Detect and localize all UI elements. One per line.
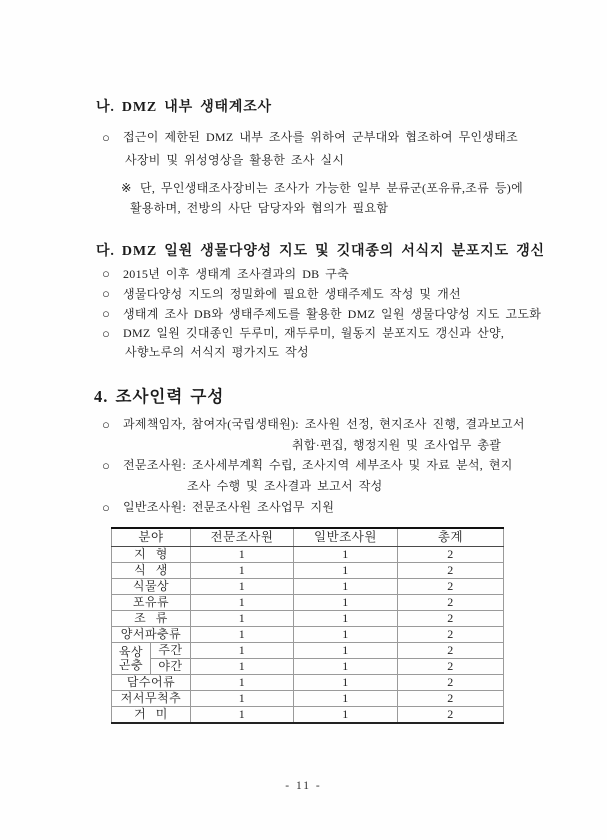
table-cell: 2	[398, 691, 504, 707]
table-cell: 1	[191, 675, 294, 691]
table-row	[112, 595, 504, 611]
table-header-cell: 전문조사원	[191, 528, 294, 547]
table-cell: 1	[191, 579, 294, 595]
bullet-circle-marker: ○	[102, 326, 110, 341]
table-row	[112, 627, 504, 643]
table-header-cell: 일반조사원	[294, 528, 398, 547]
table-cell-label: 담수어류	[112, 675, 191, 691]
bullet-circle-marker: ○	[102, 500, 110, 515]
table-row	[112, 547, 504, 563]
bullet-line: 조사 수행 및 조사결과 보고서 작성	[187, 479, 383, 493]
table-cell: 2	[398, 547, 504, 563]
staff-table	[111, 527, 504, 724]
table-cell-label: 조 류	[112, 611, 191, 627]
bullet-circle-marker: ○	[102, 417, 110, 432]
table-cell: 1	[294, 595, 398, 611]
bullet-line: DMZ 일원 깃대종인 두루미, 재두루미, 월동지 분포지도 갱신과 산양,	[123, 326, 505, 340]
bullet-line: 일반조사원: 전문조사원 조사업무 지원	[123, 500, 335, 514]
table-cell: 1	[294, 579, 398, 595]
table-cell: 1	[294, 643, 398, 659]
table-cell: 1	[294, 659, 398, 675]
bullet-item	[102, 455, 513, 497]
table-row	[112, 563, 504, 579]
table-cell: 1	[191, 547, 294, 563]
bullet-line: 생물다양성 지도의 정밀화에 필요한 생태주제도 작성 및 개선	[123, 287, 461, 301]
bullet-circle-marker: ○	[102, 130, 110, 145]
table-cell: 2	[398, 611, 504, 627]
table-header-cell: 분야	[112, 528, 191, 547]
table-cell-label: 식물상	[112, 579, 191, 595]
section-heading-na: 나. DMZ 내부 생태계조사	[96, 100, 272, 115]
bullet-line: 접근이 제한된 DMZ 내부 조사를 위하여 군부대와 협조하여 무인생태조	[123, 130, 519, 144]
table-cell-sublabel: 야간	[151, 659, 191, 675]
table-cell: 1	[294, 563, 398, 579]
bullet-line: 생태계 조사 DB와 생태주제도를 활용한 DMZ 일원 생물다양성 지도 고도화	[123, 307, 542, 321]
table-row	[112, 675, 504, 691]
group-label-line: 육상	[118, 644, 144, 659]
bullet-item	[102, 414, 525, 456]
table-cell-label: 포유류	[112, 595, 191, 611]
note-item	[121, 178, 523, 218]
table-cell-sublabel: 주간	[151, 643, 191, 659]
table-cell: 1	[191, 659, 294, 675]
table-cell: 1	[294, 627, 398, 643]
table-cell: 2	[398, 675, 504, 691]
bullet-item	[102, 324, 505, 362]
table-cell: 2	[398, 579, 504, 595]
bullet-line: 과제책임자, 참여자(국립생태원): 조사원 선정, 현지조사 진행, 결과보고서	[123, 417, 525, 431]
bullet-item	[102, 284, 461, 304]
table-row	[112, 659, 504, 675]
bullet-item	[102, 497, 335, 518]
table-row	[112, 691, 504, 707]
table-cell: 1	[294, 611, 398, 627]
table-cell: 1	[191, 611, 294, 627]
table-cell: 1	[191, 627, 294, 643]
table-cell: 2	[398, 707, 504, 724]
table-cell: 1	[294, 547, 398, 563]
table-cell: 1	[191, 707, 294, 724]
table-row	[112, 611, 504, 627]
page-number: - 11 -	[285, 780, 322, 792]
bullet-line: 전문조사원: 조사세부계획 수립, 조사지역 세부조사 및 자료 분석, 현지	[123, 458, 513, 472]
table-cell: 1	[191, 643, 294, 659]
table-cell: 1	[191, 595, 294, 611]
bullet-line: 사향노루의 서식지 평가지도 작성	[125, 345, 309, 359]
bullet-circle-marker: ○	[102, 286, 110, 301]
bullet-circle-marker: ○	[102, 306, 110, 321]
group-label-line: 곤충	[118, 657, 144, 672]
table-cell: 1	[294, 707, 398, 724]
note-line: 단, 무인생태조사장비는 조사가 가능한 일부 분류군(포유류,조류 등)에	[140, 181, 523, 195]
table-cell: 2	[398, 563, 504, 579]
bullet-item	[102, 264, 350, 284]
table-cell: 1	[191, 691, 294, 707]
table-cell: 2	[398, 659, 504, 675]
table-header-row	[112, 528, 504, 547]
table-cell: 2	[398, 627, 504, 643]
table-row	[112, 579, 504, 595]
table-cell: 1	[294, 691, 398, 707]
bullet-item	[102, 304, 542, 324]
bullet-circle-marker: ○	[102, 458, 110, 473]
table-cell-label: 양서파충류	[112, 627, 191, 643]
section-heading-4: 4. 조사인력 구성	[94, 387, 225, 406]
note-line: 활용하며, 전방의 사단 담당자와 협의가 필요함	[130, 201, 389, 215]
bullet-circle-marker: ○	[102, 266, 110, 281]
table-cell-label: 저서무척추	[112, 691, 191, 707]
table-cell-label: 지 형	[112, 547, 191, 563]
bullet-line: 사장비 및 위성영상을 활용한 조사 실시	[125, 153, 345, 167]
bullet-line: 취합·편집, 행정지원 및 조사업무 총괄	[292, 438, 502, 452]
table-cell: 2	[398, 595, 504, 611]
section-heading-da: 다. DMZ 일원 생물다양성 지도 및 깃대종의 서식지 분포지도 갱신	[96, 244, 545, 259]
note-asterisk-marker: ※	[121, 181, 132, 195]
table-row	[112, 643, 504, 659]
table-cell: 1	[191, 563, 294, 579]
table-cell: 1	[294, 675, 398, 691]
table-header-cell: 총계	[398, 528, 504, 547]
bullet-item	[102, 126, 519, 172]
table-cell-label: 식 생	[112, 563, 191, 579]
table-cell-group-label	[112, 643, 151, 675]
bullet-line: 2015년 이후 생태계 조사결과의 DB 구축	[123, 267, 350, 281]
table-cell-label: 거 미	[112, 707, 191, 724]
table-cell: 2	[398, 643, 504, 659]
table-row	[112, 707, 504, 724]
